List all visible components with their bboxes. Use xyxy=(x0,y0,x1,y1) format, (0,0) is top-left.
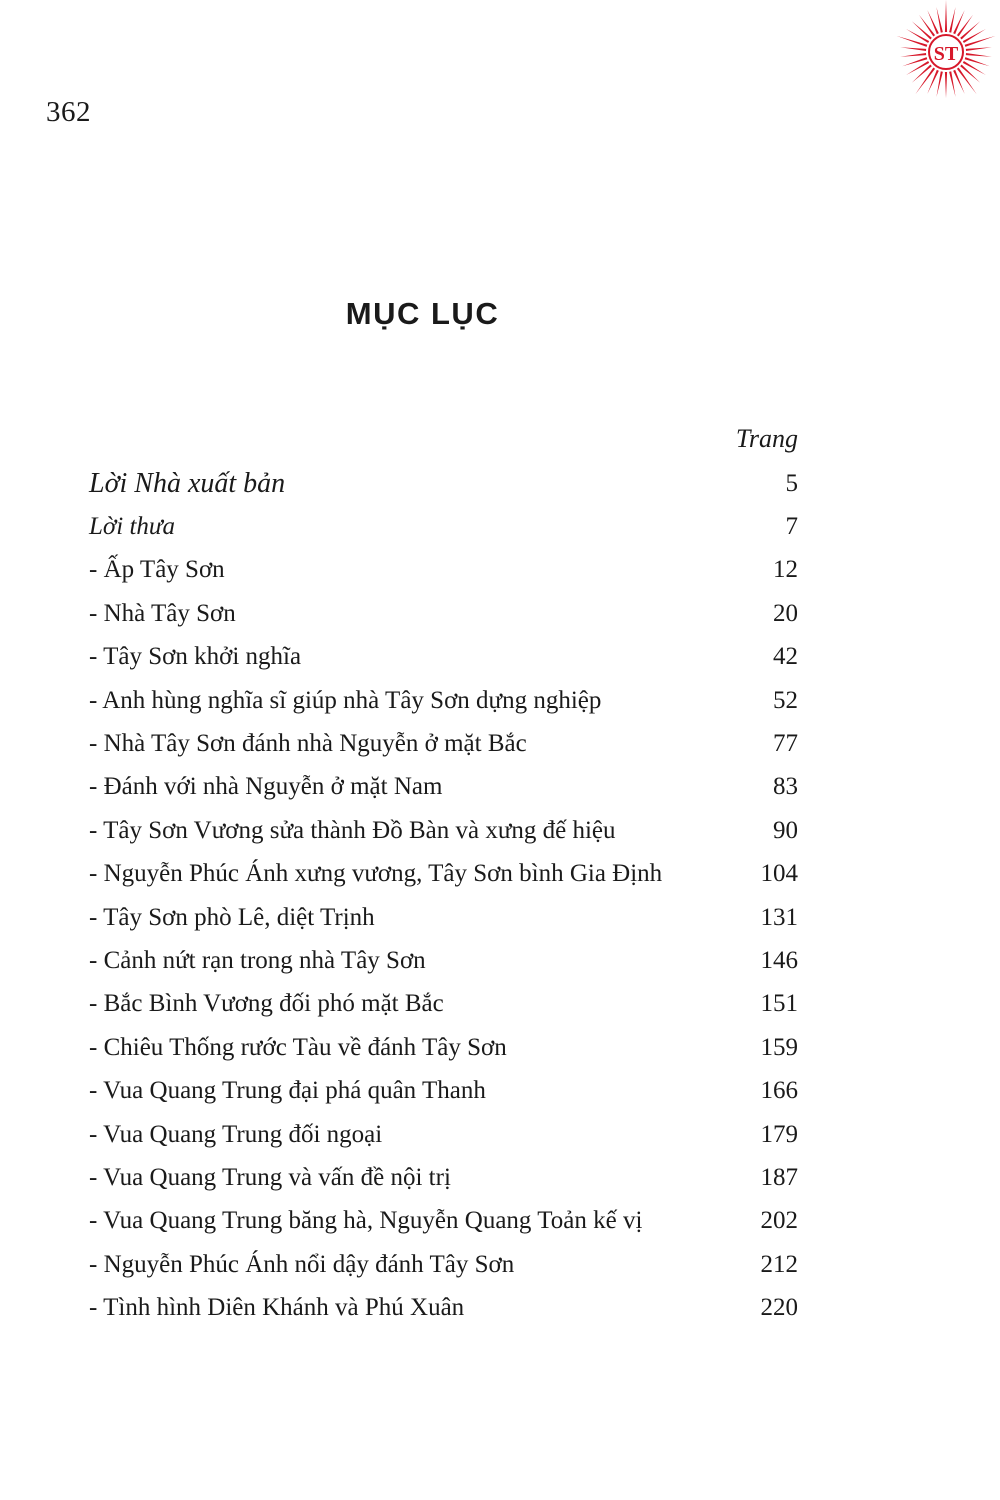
toc-page-column-header: Trang xyxy=(735,424,798,453)
logo-ray xyxy=(945,0,947,32)
toc-entry-label: - Tây Sơn khởi nghĩa xyxy=(89,643,302,671)
toc-entry-label: - Tình hình Diên Khánh và Phú Xuân xyxy=(89,1294,465,1322)
toc-entry-label: Lời thưa xyxy=(89,513,176,541)
toc-entry-page: 42 xyxy=(773,643,798,671)
toc-entry-page: 83 xyxy=(773,773,798,801)
toc-entry-page: 159 xyxy=(760,1033,798,1061)
toc-entry-label: Lời Nhà xuất bản xyxy=(89,467,286,499)
toc-entry-label: - Tây Sơn Vương sửa thành Đồ Bàn và xưng đế hiệu xyxy=(89,816,616,844)
toc-entry-label: - Nguyễn Phúc Ánh nổi dậy đánh Tây Sơn xyxy=(89,1250,515,1278)
logo-ray xyxy=(927,10,939,34)
logo-ray xyxy=(963,29,986,43)
toc-entry-label: - Tây Sơn phò Lê, diệt Trịnh xyxy=(89,903,375,931)
logo-ray xyxy=(966,53,992,57)
logo-ray xyxy=(919,15,935,37)
toc-entry-page: 12 xyxy=(773,556,798,584)
toc-entry xyxy=(89,853,798,896)
logo-ray xyxy=(953,70,965,94)
logo-ray xyxy=(960,21,980,39)
logo-ray xyxy=(927,70,939,94)
toc-entry xyxy=(89,636,798,679)
toc-entry xyxy=(89,809,798,852)
toc-entry xyxy=(89,679,798,722)
toc-entry-label: - Vua Quang Trung băng hà, Nguyễn Quang Toản kế vị xyxy=(89,1207,643,1235)
toc-entry-label: - Vua Quang Trung đại phá quân Thanh xyxy=(89,1077,486,1105)
toc-entry-page: 151 xyxy=(760,990,798,1018)
toc-entry-page: 77 xyxy=(773,730,798,758)
toc-entry-page: 146 xyxy=(760,946,798,974)
toc-entry xyxy=(89,1069,798,1112)
toc-entry xyxy=(89,1286,798,1329)
logo-ray xyxy=(912,21,932,39)
toc-entry-page: 131 xyxy=(760,903,798,931)
toc-entry-page: 20 xyxy=(773,599,798,627)
logo-ray xyxy=(900,53,926,57)
toc-entry-label: - Bắc Bình Vương đối phó mặt Bắc xyxy=(89,990,444,1018)
toc-entry xyxy=(89,1243,798,1286)
toc-entry xyxy=(89,983,798,1026)
toc-entry xyxy=(89,549,798,592)
page-number: 362 xyxy=(46,96,91,128)
toc-entry xyxy=(89,939,798,982)
table-of-contents xyxy=(89,462,798,1330)
toc-entry xyxy=(89,462,798,505)
toc-entry-label: - Nhà Tây Sơn xyxy=(89,599,236,627)
toc-entry-label: - Cảnh nứt rạn trong nhà Tây Sơn xyxy=(89,946,426,974)
logo-ray xyxy=(936,71,942,97)
toc-entry-page: 104 xyxy=(760,860,798,888)
toc-entry-page: 7 xyxy=(785,513,798,541)
toc-entry xyxy=(89,896,798,939)
toc-entry xyxy=(89,1200,798,1243)
logo-ray xyxy=(949,7,955,33)
toc-entry-page: 179 xyxy=(760,1120,798,1148)
toc-entry xyxy=(89,505,798,548)
logo-ray xyxy=(936,7,942,33)
toc-entry xyxy=(89,1156,798,1199)
logo-ray xyxy=(965,36,996,47)
toc-entry xyxy=(89,766,798,809)
logo-ray xyxy=(906,29,929,43)
toc-entry-page: 52 xyxy=(773,686,798,714)
logo-ray xyxy=(900,47,926,51)
toc-entry-label: - Anh hùng nghĩa sĩ giúp nhà Tây Sơn dựng nghiệp xyxy=(89,686,602,714)
logo-ray xyxy=(953,10,965,34)
logo-ray xyxy=(912,65,932,83)
toc-entry-page: 5 xyxy=(785,469,798,497)
logo-text: ST xyxy=(933,43,959,65)
toc-entry-label: - Nguyễn Phúc Ánh xưng vương, Tây Sơn bình Gia Định xyxy=(89,860,663,888)
toc-entry xyxy=(89,1026,798,1069)
toc-entry-page: 220 xyxy=(760,1294,798,1322)
logo-ray xyxy=(966,47,992,51)
toc-entry-label: - Đánh với nhà Nguyễn ở mặt Nam xyxy=(89,773,443,801)
logo-ray xyxy=(906,61,929,75)
logo-ray xyxy=(945,72,947,98)
toc-entry-page: 212 xyxy=(760,1250,798,1278)
toc-entry-page: 202 xyxy=(760,1207,798,1235)
logo-ray xyxy=(957,15,973,37)
logo-ray xyxy=(949,71,955,97)
toc-entry-label: - Nhà Tây Sơn đánh nhà Nguyễn ở mặt Bắc xyxy=(89,730,527,758)
toc-entry-page: 166 xyxy=(760,1077,798,1105)
logo-ray xyxy=(963,61,986,75)
toc-entry-page: 90 xyxy=(773,816,798,844)
toc-entry-label: - Ấp Tây Sơn xyxy=(89,556,225,584)
toc-entry xyxy=(89,592,798,635)
toc-entry-page: 187 xyxy=(760,1163,798,1191)
toc-entry-label: - Vua Quang Trung đối ngoại xyxy=(89,1120,383,1148)
logo-ray xyxy=(960,65,980,83)
toc-entry-label: - Vua Quang Trung và vấn đề nội trị xyxy=(89,1163,451,1191)
publisher-star-logo xyxy=(889,0,1000,108)
logo-ray xyxy=(897,36,928,47)
toc-entry xyxy=(89,722,798,765)
page-title: MỤC LỤC xyxy=(345,296,500,331)
toc-entry-label: - Chiêu Thống rước Tàu về đánh Tây Sơn xyxy=(89,1033,507,1061)
toc-entry xyxy=(89,1113,798,1156)
